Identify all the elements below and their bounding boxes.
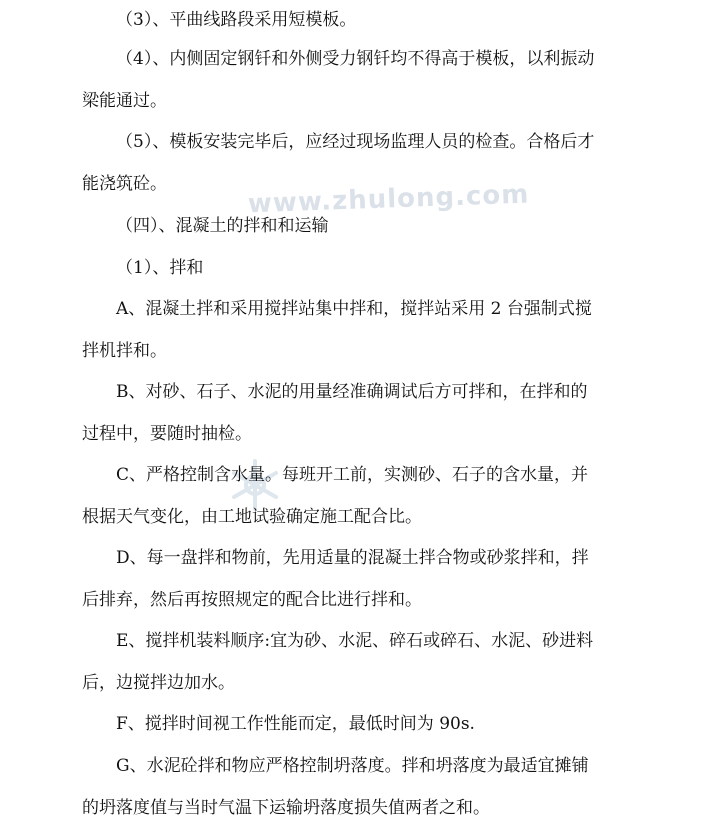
paragraph-e	[82, 621, 634, 704]
paragraph-line: E、搅拌机装料顺序:宜为砂、水泥、碎石或碎石、水泥、砂进料	[116, 631, 594, 651]
paragraph-line: 的坍落度值与当时气温下运输坍落度损失值两者之和。	[82, 797, 490, 818]
paragraph-c	[82, 455, 634, 538]
subsection-heading	[82, 248, 668, 290]
paragraph-4	[82, 39, 634, 122]
paragraph-3	[82, 0, 668, 42]
paragraph-line: B、对砂、石子、水泥的用量经准确调试后方可拌和，在拌和的	[116, 382, 588, 402]
paragraph-line: 梁能通过。	[82, 90, 167, 111]
paragraph-a	[82, 289, 634, 372]
paragraph-line: 后，边搅拌边加水。	[82, 672, 235, 693]
paragraph-line: D、每一盘拌和物前，先用适量的混凝土拌合物或砂浆拌和，拌	[116, 548, 589, 568]
paragraph-line: （4）、内侧固定钢钎和外侧受力钢钎均不得高于模板，以利振动	[116, 49, 595, 69]
paragraph-line: C、严格控制含水量。每班开工前，实测砂、石子的含水量，并	[116, 465, 589, 485]
paragraph-g	[82, 746, 634, 829]
watermark-text: www.zhulong.com	[247, 179, 530, 220]
paragraph-line: （1）、拌和	[116, 258, 204, 278]
paragraph-line: 根据天气变化，由工地试验确定施工配合比。	[82, 506, 422, 527]
paragraph-line: （5）、模板安装完毕后，应经过现场监理人员的检查。合格后才	[116, 132, 595, 152]
paragraph-line: 拌机拌和。	[82, 340, 167, 361]
paragraph-d	[82, 538, 634, 621]
paragraph-f	[82, 704, 668, 746]
paragraph-5	[82, 122, 634, 205]
paragraph-line: A、混凝土拌和采用搅拌站集中拌和，搅拌站采用 2 台强制式搅	[116, 299, 592, 319]
paragraph-line: F、搅拌时间视工作性能而定，最低时间为 90s.	[116, 714, 475, 734]
paragraph-line: 过程中，要随时抽检。	[82, 423, 252, 444]
paragraph-b	[82, 372, 634, 455]
paragraph-line: （四）、混凝土的拌和和运输	[116, 216, 329, 236]
paragraph-line: （3）、平曲线路段采用短模板。	[116, 10, 357, 30]
paragraph-line: G、水泥砼拌和物应严格控制坍落度。拌和坍落度为最适宜摊铺	[116, 756, 589, 776]
paragraph-line: 后排弃，然后再按照规定的配合比进行拌和。	[82, 589, 422, 610]
section-heading	[82, 206, 668, 248]
paragraph-line: 能浇筑砼。	[82, 173, 167, 194]
